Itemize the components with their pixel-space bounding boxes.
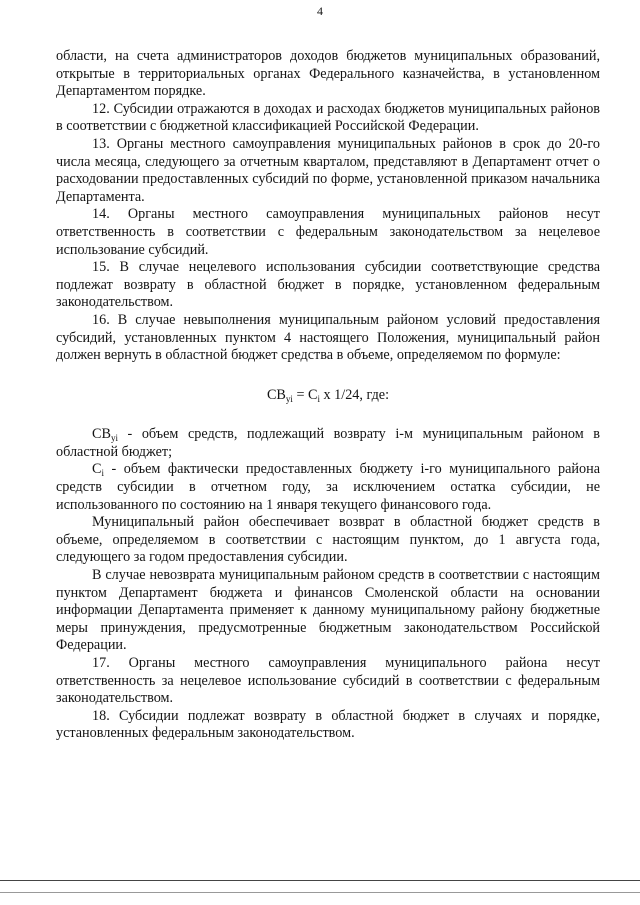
definition-cv: $СВ_{yi}$ - объем средств, подлежащий возврату i-м муниципальным районом в областной бюджет;	[56, 426, 600, 460]
paragraph-16: 16. В случае невыполнения муниципальным районом условий предоставления субсидий, установленных пунктом 4 настоящего Положения, муниципальный район должен вернуть в областной бюджет средства в объеме, определяемом по формуле:	[56, 311, 600, 364]
bottom-rule	[0, 880, 640, 881]
paragraph-return: Муниципальный район обеспечивает возврат в областной бюджет средств в объеме, определяемом в соответствии с настоящим пунктом, до 1 августа года, следующего за годом предоставления субсидии.	[56, 514, 600, 566]
paragraph-14: 14. Органы местного самоуправления муниципальных районов несут ответственность в соответствии с федеральным законодательством за нецелевое использование субсидий.	[56, 206, 600, 258]
scan-edge-line	[0, 892, 640, 893]
paragraph-15: 15. В случае нецелевого использования субсидии соответствующие средства подлежат возврату в областной бюджет в порядке, установленном федеральным законодательством.	[56, 259, 600, 311]
page-number: 4	[317, 4, 323, 18]
document-body	[56, 48, 600, 743]
paragraph-13: 13. Органы местного самоуправления муниципальных районов в срок до 20-го числа месяца, следующего за отчетным кварталом, представляют в Департамент отчет о расходовании предоставленных субсидий по форме, установленной приказом начальника Департамента.	[56, 135, 600, 205]
definition-c: $С_i$ - объем фактически предоставленных бюджету i-го муниципального района средств субсидии в отчетном году, за исключением остатка субсидии, не использованного по состоянию на 1 января текущего финансового года.	[56, 461, 600, 513]
formula: $СВ_{yi} = С_i$ x 1/24, где:	[266, 386, 390, 404]
paragraph-12: 12. Субсидии отражаются в доходах и расходах бюджетов муниципальных районов в соответствии с бюджетной классификацией Российской Федерации.	[56, 100, 600, 135]
paragraph-18: 18. Субсидии подлежат возврату в областной бюджет в случаях и порядке, установленных федеральным законодательством.	[56, 707, 600, 742]
paragraph-nonreturn: В случае невозврата муниципальным районом средств в соответствии с настоящим пунктом Департамент бюджета и финансов Смоленской области на основании информации Департамента применяет к данному муниципальному району бюджетные меры принуждения, предусмотренные бюджетным законодательством Российской Федерации.	[56, 567, 600, 654]
paragraph-intro: области, на счета администраторов доходов бюджетов муниципальных образований, открытые в территориальных органах Федерального казначейства, в установленном Департаментом порядке.	[56, 48, 600, 100]
paragraph-17: 17. Органы местного самоуправления муниципального района несут ответственность за нецелевое использование субсидий в соответствии с федеральным законодательством.	[56, 655, 600, 707]
